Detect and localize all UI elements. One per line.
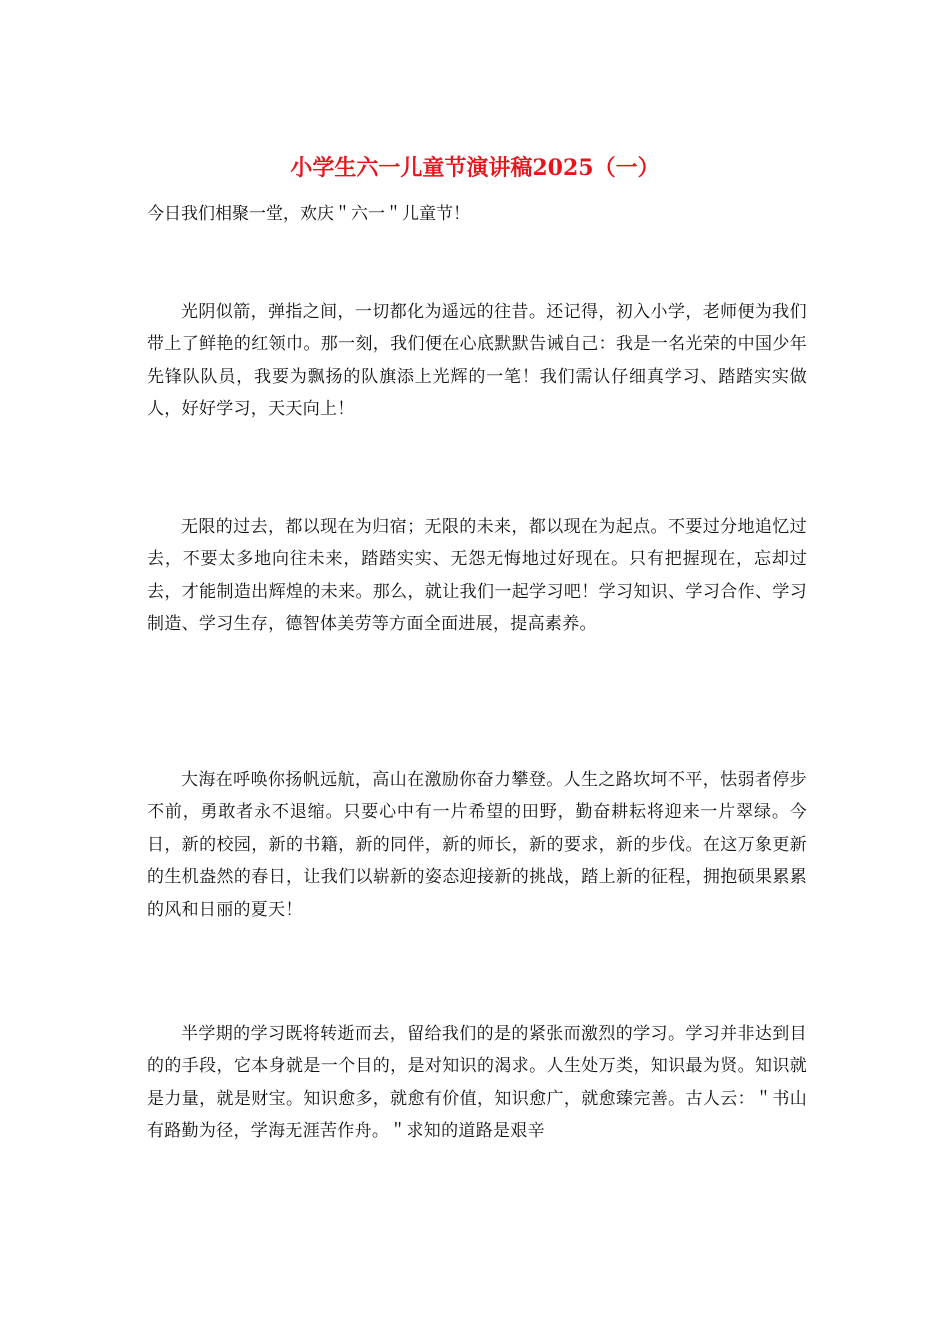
- body-paragraph-1: 光阴似箭，弹指之间，一切都化为遥远的往昔。还记得，初入小学，老师便为我们带上了鲜艳的红领巾。那一刻，我们便在心底默默告诫自己：我是一名光荣的中国少年先锋队队员，我要为飘扬的队旗添上光辉的一笔！我们需认仔细真学习、踏踏实实做人，好好学习，天天向上！: [147, 302, 807, 420]
- document-title: 小学生六一儿童节演讲稿2025（一）: [290, 155, 660, 181]
- body-paragraph-2: 无限的过去，都以现在为归宿；无限的未来，都以现在为起点。不要过分地追忆过去，不要太多地向往未来，踏踏实实、无怨无悔地过好现在。只有把握现在，忘却过去，才能制造出辉煌的未来。那么，就让我们一起学习吧！学习知识、学习合作、学习制造、学习生存，德智体美劳等方面全面进展，提高素养。: [147, 517, 807, 635]
- body-paragraph-3: 大海在呼唤你扬帆远航，高山在激励你奋力攀登。人生之路坎坷不平，怯弱者停步不前，勇敢者永不退缩。只要心中有一片希望的田野，勤奋耕耘将迎来一片翠绿。今日，新的校园，新的书籍，新的同伴，新的师长，新的要求，新的步伐。在这万象更新的生机盎然的春日，让我们以崭新的姿态迎接新的挑战，踏上新的征程，拥抱硕果累累的风和日丽的夏天！: [147, 770, 807, 920]
- body-paragraph-4: 半学期的学习既将转逝而去，留给我们的是的紧张而激烈的学习。学习并非达到目的的手段，它本身就是一个目的，是对知识的渴求。人生处万类，知识最为贤。知识就是力量，就是财宝。知识愈多，就愈有价值，知识愈广，就愈臻完善。古人云：＂书山有路勤为径，学海无涯苦作舟。＂求知的道路是艰辛: [147, 1024, 807, 1142]
- greeting-line: 今日我们相聚一堂，欢庆＂六一＂儿童节！: [147, 204, 470, 224]
